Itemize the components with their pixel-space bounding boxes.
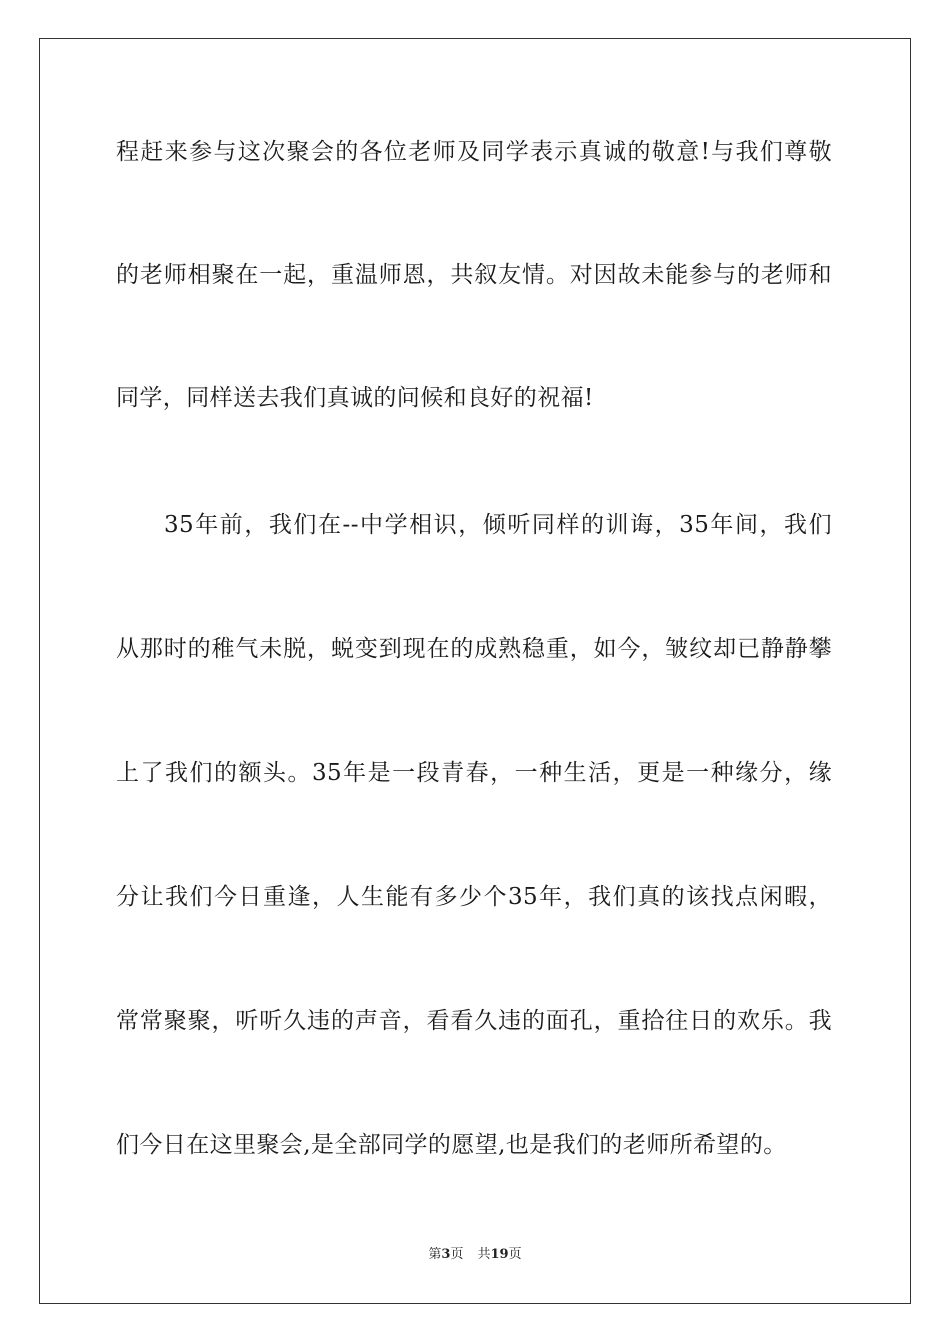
body-text-line-7: 分让我们今日重逢，人生能有多少个35年，我们真的该找点闲暇，	[116, 884, 832, 910]
body-text-line-1: 程赶来参与这次聚会的各位老师及同学表示真诚的敬意!与我们尊敬	[116, 139, 832, 165]
total-prefix: 共	[477, 1247, 491, 1262]
body-text-line-2: 的老师相聚在一起，重温师恩，共叙友情。对因故未能参与的老师和	[116, 262, 832, 288]
page-number: 3	[441, 1247, 451, 1262]
body-text-line-8: 常常聚聚，听听久违的声音，看看久违的面孔，重拾往日的欢乐。我	[116, 1008, 832, 1034]
total-pages: 19	[490, 1247, 509, 1262]
page-prefix: 第	[428, 1247, 442, 1262]
body-text-line-5: 从那时的稚气未脱，蜕变到现在的成熟稳重，如今，皱纹却已静静攀	[116, 636, 832, 662]
total-suffix: 页	[508, 1247, 522, 1262]
page-border	[39, 38, 911, 1304]
body-text-line-9: 们今日在这里聚会,是全部同学的愿望,也是我们的老师所希望的。	[116, 1132, 787, 1158]
page-footer	[0, 1246, 950, 1264]
body-text-line-3: 同学，同样送去我们真诚的问候和良好的祝福!	[116, 385, 594, 411]
page-suffix: 页	[450, 1247, 464, 1262]
body-text-line-4: 35年前，我们在--中学相识，倾听同样的训诲，35年间，我们	[164, 512, 832, 538]
body-text-line-6: 上了我们的额头。35年是一段青春，一种生活，更是一种缘分，缘	[116, 760, 832, 786]
